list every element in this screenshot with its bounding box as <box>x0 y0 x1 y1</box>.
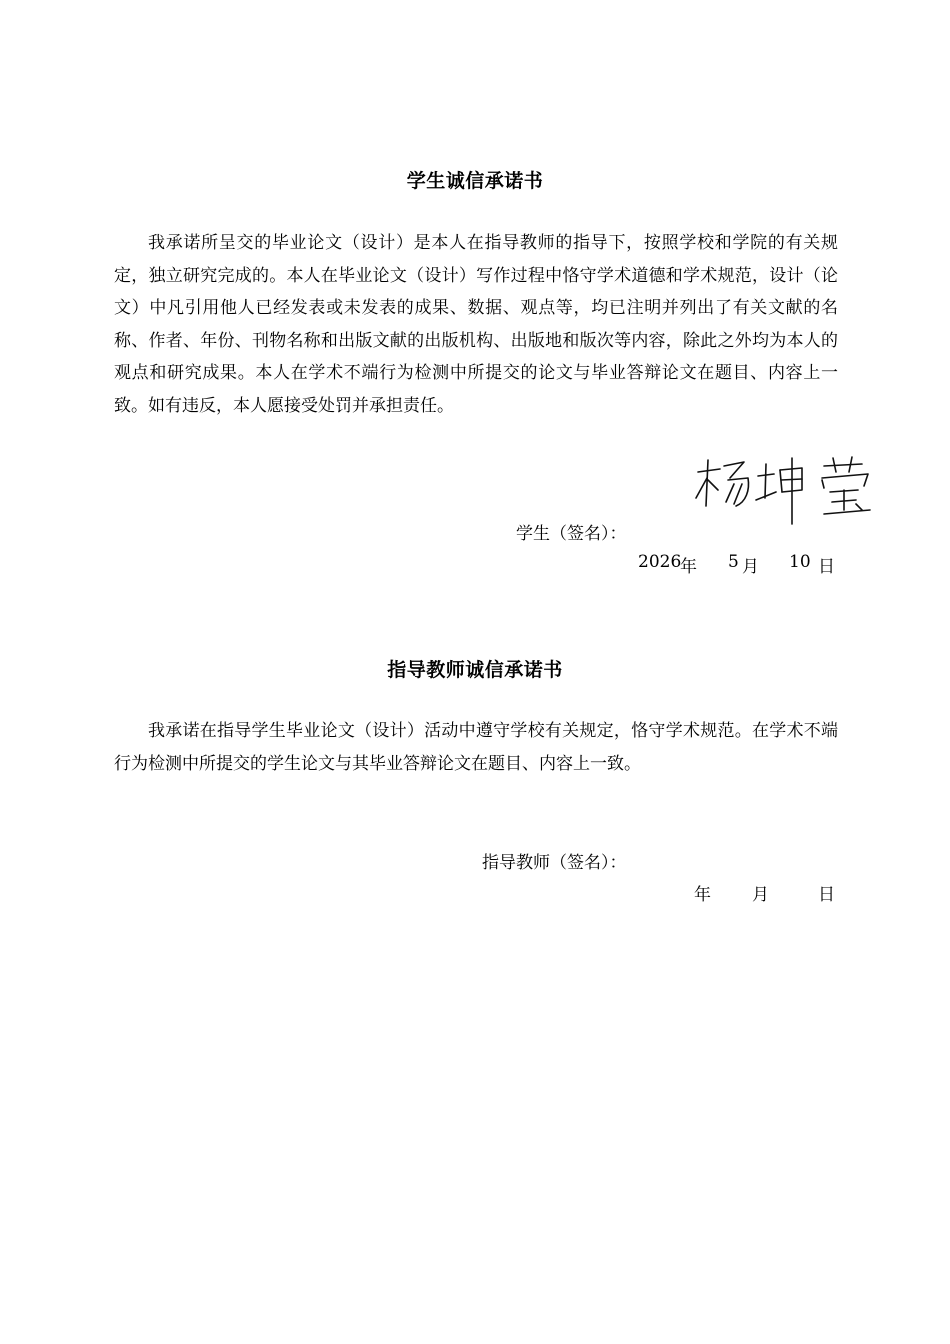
advisor-pledge-paragraph: 我承诺在指导学生毕业论文（设计）活动中遵守学校有关规定，恪守学术规范。在学术不端行为检测中所提交的学生论文与其毕业答辩论文在题目、内容上一致。 <box>114 721 838 774</box>
advisor-date-year-unit: 年 <box>694 885 711 905</box>
student-signature-label: 学生（签名）： <box>516 524 627 544</box>
student-date-month: 5 <box>728 552 739 572</box>
advisor-signature-label: 指导教师（签名）： <box>482 853 627 873</box>
student-pledge-paragraph: 我承诺所呈交的毕业论文（设计）是本人在指导教师的指导下，按照学校和学院的有关规定，独立研究完成的。本人在毕业论文（设计）写作过程中恪守学术道德和学术规范，设计（论文）中凡引用他人已经发表或未发表的成果、数据、观点等，均已注明并列出了有关文献的名称、作者、年份、刊物名称和出版文献的出版机构、出版地和版次等内容，除此之外均为本人的观点和研究成果。本人在学术不端行为检测中所提交的论文与毕业答辩论文在题目、内容上一致。如有违反，本人愿接受处罚并承担责任。 <box>114 233 838 416</box>
student-handwritten-signature <box>692 452 882 530</box>
student-pledge-title: 学生诚信承诺书 <box>406 170 544 192</box>
student-date-year: 2026 <box>638 552 682 572</box>
advisor-date-day-unit: 日 <box>818 885 835 905</box>
advisor-date-month-unit: 月 <box>752 885 769 905</box>
student-date-day: 10 <box>789 552 811 572</box>
advisor-pledge-title: 指导教师诚信承诺书 <box>387 659 563 681</box>
student-date-month-unit: 月 <box>742 557 759 577</box>
student-date-year-unit: 年 <box>680 557 697 577</box>
student-date-day-unit: 日 <box>818 557 835 577</box>
